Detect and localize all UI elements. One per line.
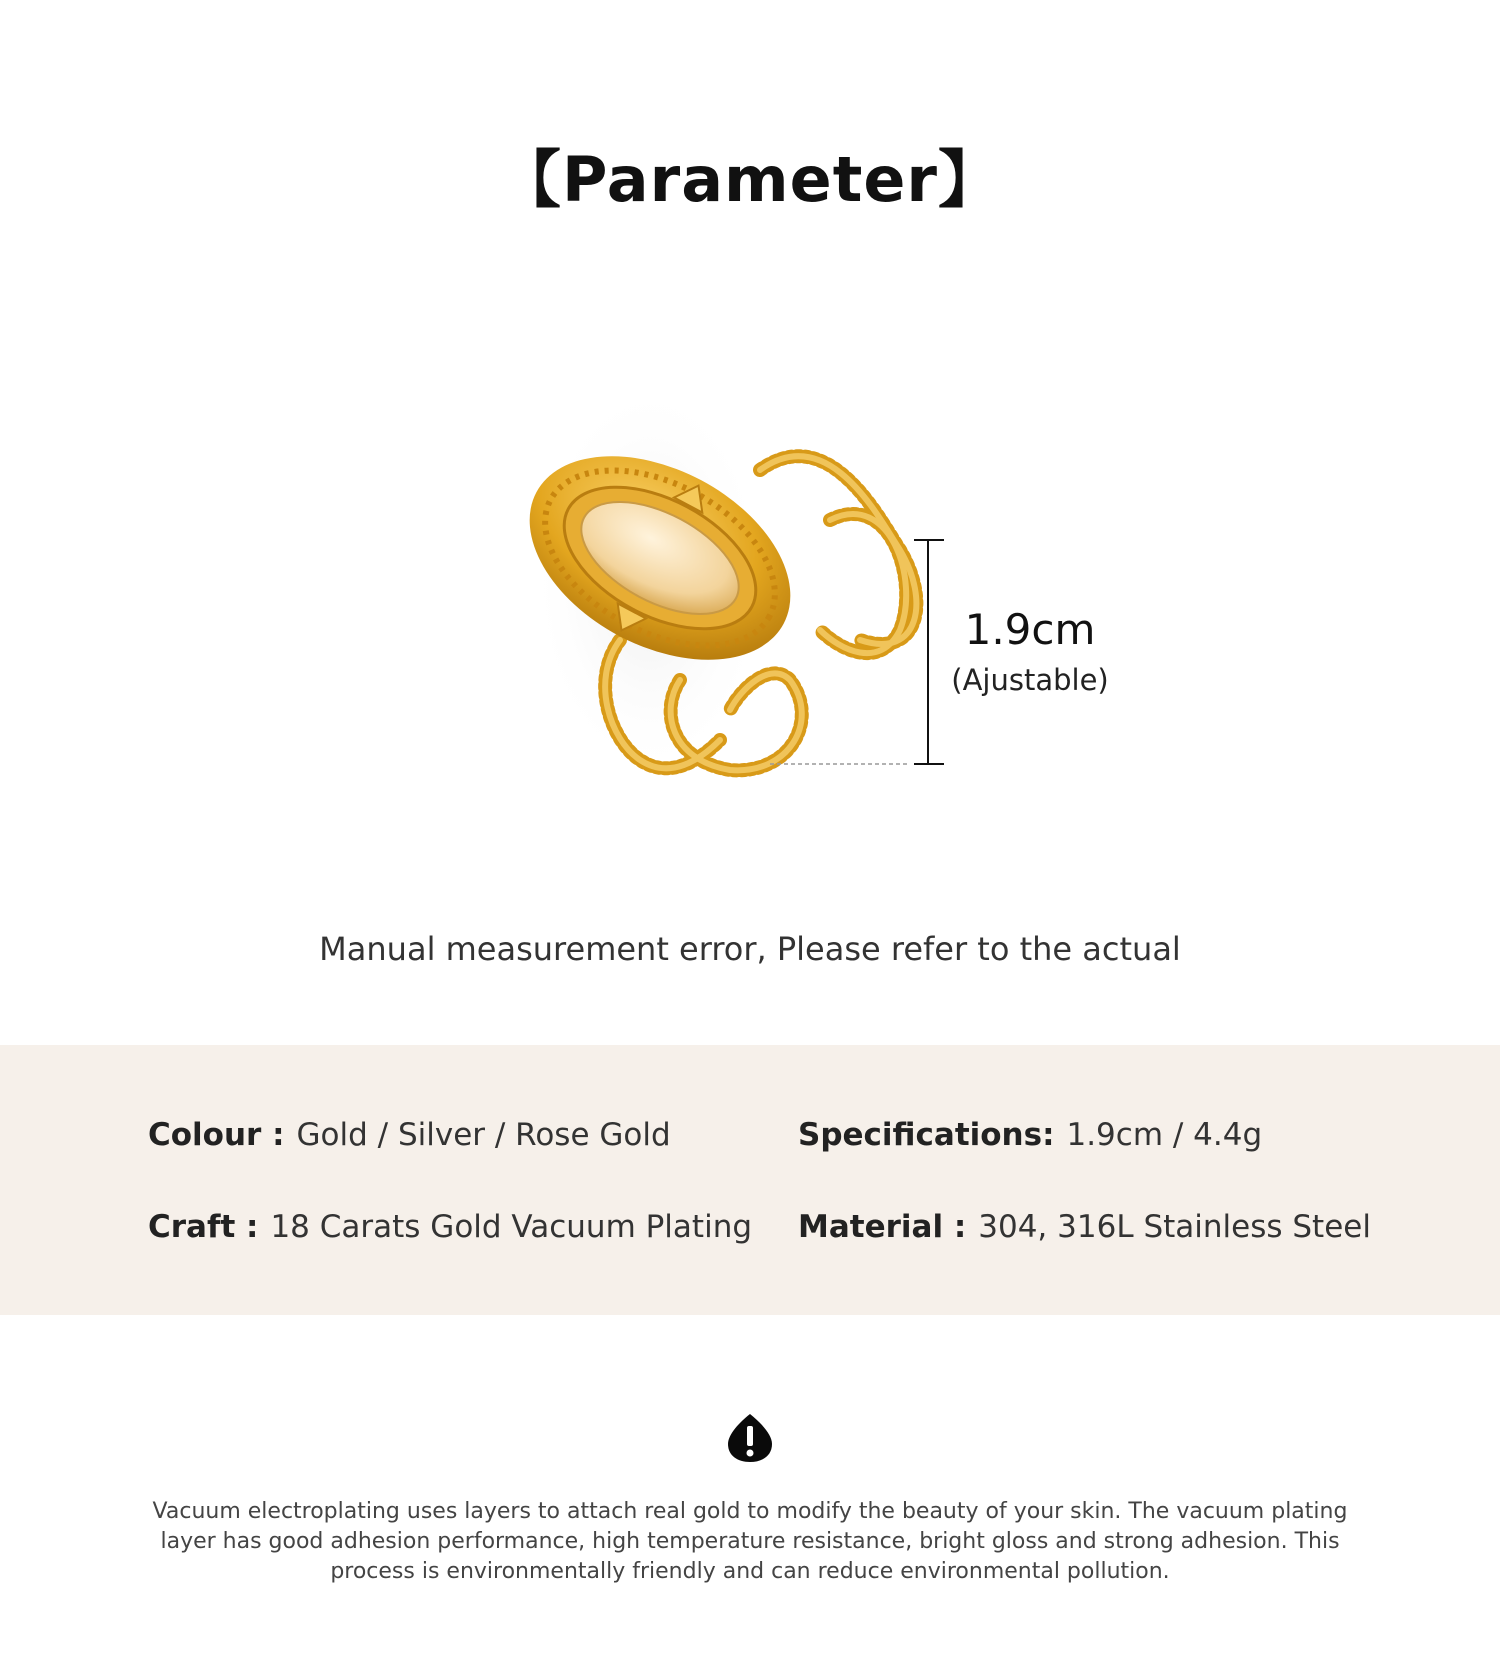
spec-material-value: 304, 316L Stainless Steel	[978, 1209, 1371, 1245]
spec-craft	[148, 1205, 752, 1249]
spec-specifications-label: Specifications:	[798, 1117, 1055, 1153]
page-title: 【Parameter】	[499, 143, 1001, 216]
measurement-note: Manual measurement error, Please refer to the actual	[319, 930, 1181, 968]
spec-specifications	[798, 1113, 1262, 1157]
notice-text: Vacuum electroplating uses layers to attach real gold to modify the beauty of your skin. The vacuum plating layer has good adhesion performance, high temperature resistance, bright gloss and strong adhesion. This process is environmentally friendly and can reduce environmental pollution.	[152, 1499, 1348, 1584]
spec-colour	[148, 1113, 671, 1157]
dimension-value: 1.9cm	[964, 605, 1096, 654]
spec-colour-label: Colour :	[148, 1117, 285, 1153]
dimension-note: (Ajustable)	[951, 663, 1109, 697]
spec-material	[798, 1205, 1371, 1249]
spec-panel	[0, 1045, 1500, 1315]
warning-icon	[726, 1412, 774, 1464]
spec-craft-label: Craft :	[148, 1209, 259, 1245]
spec-specifications-value: 1.9cm / 4.4g	[1066, 1117, 1263, 1153]
spec-material-label: Material :	[798, 1209, 967, 1245]
spec-craft-value: 18 Carats Gold Vacuum Plating	[270, 1209, 753, 1245]
spec-colour-value: Gold / Silver / Rose Gold	[296, 1117, 671, 1153]
